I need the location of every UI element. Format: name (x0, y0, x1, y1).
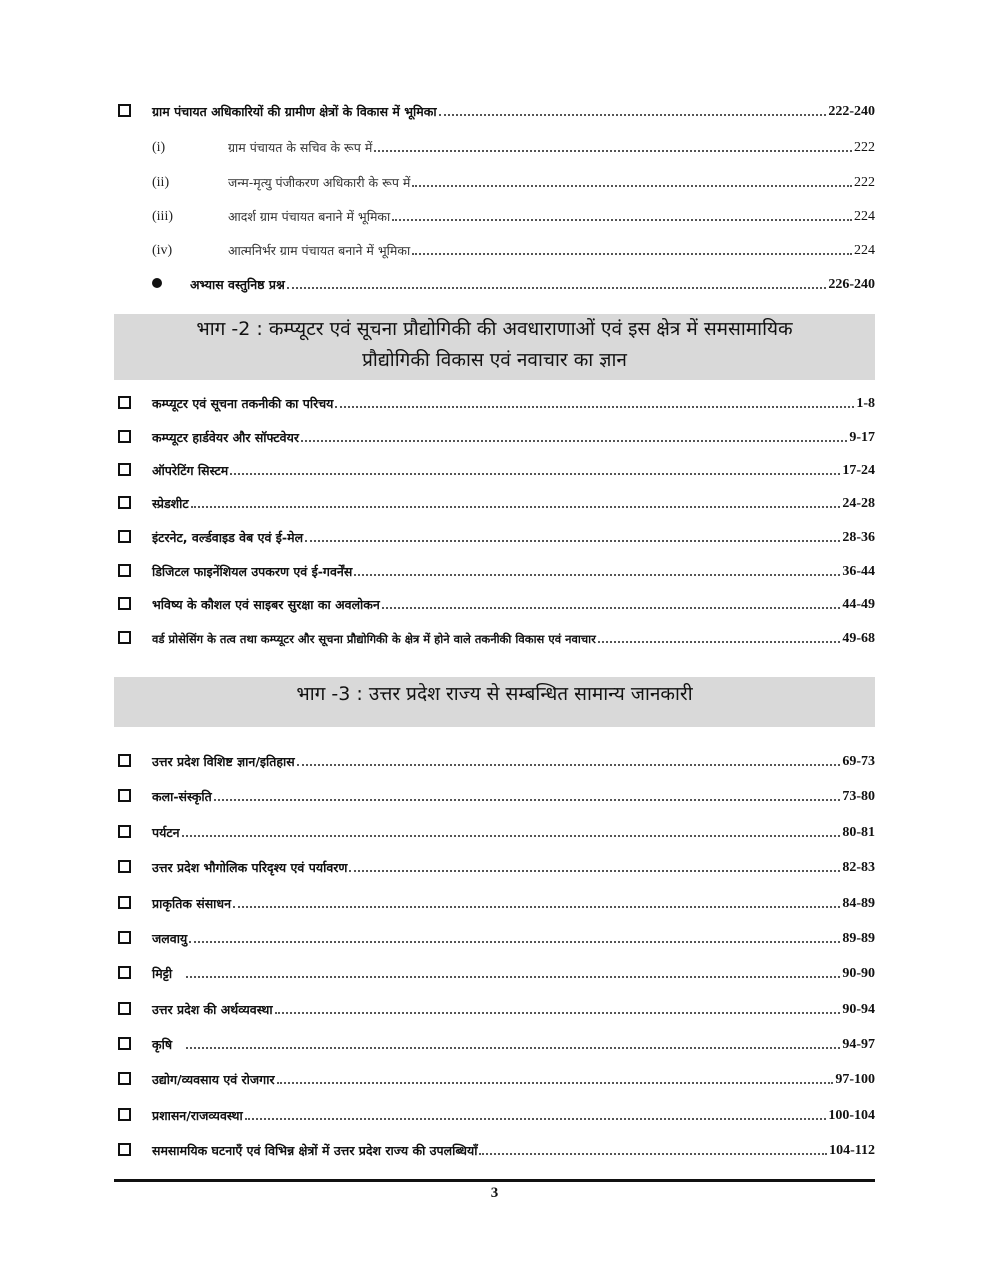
toc-entry-title: कला-संस्कृति (152, 789, 212, 804)
checkbox-icon (118, 789, 131, 802)
toc-entry[interactable] (114, 1064, 875, 1088)
toc-entry-title: आत्मनिर्भर ग्राम पंचायत बनाने में भूमिका (228, 243, 411, 258)
toc-entry-pages: 94-97 (842, 1037, 875, 1052)
dot-leader (412, 252, 852, 255)
toc-entry-pages: 222 (854, 140, 875, 155)
dot-leader (277, 1081, 834, 1084)
checkbox-icon (118, 597, 131, 610)
toc-subentry[interactable] (114, 132, 875, 156)
part-3-heading-text: भाग -3 : उत्तर प्रदेश राज्य से सम्बन्धित सामान्य जानकारी (296, 683, 693, 705)
toc-entry-title: ग्राम पंचायत के सचिव के रूप में (228, 140, 373, 155)
toc-entry-pages: 222-240 (828, 104, 875, 119)
toc-entry[interactable] (114, 994, 875, 1018)
toc-entry-pages: 226-240 (828, 277, 875, 292)
toc-entry-pages: 69-73 (842, 754, 875, 769)
toc-entry-pages: 90-90 (842, 966, 875, 981)
dot-leader (186, 1046, 840, 1049)
toc-entry[interactable] (114, 388, 875, 412)
checkbox-icon (118, 931, 131, 944)
toc-entry-title: कम्प्यूटर हार्डवेयर और सॉफ्टवेयर (152, 430, 299, 445)
toc-entry-pages: 97-100 (835, 1072, 875, 1087)
toc-entry[interactable] (114, 1100, 875, 1124)
toc-entry-pages: 224 (854, 209, 875, 224)
toc-entry-pages: 28-36 (842, 530, 875, 545)
toc-entry[interactable] (114, 746, 875, 770)
toc-entry-pages: 80-81 (842, 825, 875, 840)
toc-subentry[interactable] (114, 167, 875, 191)
dot-leader (382, 606, 841, 609)
dot-leader (287, 286, 827, 289)
checkbox-icon (118, 1143, 131, 1156)
toc-entry-pages: 89-89 (842, 931, 875, 946)
dot-leader (245, 1117, 827, 1120)
part-2-heading-line-2: प्रौद्योगिकी विकास एवं नवाचार का ज्ञान (362, 349, 627, 371)
checkbox-icon (118, 1037, 131, 1050)
toc-entry-pages: 1-8 (856, 396, 875, 411)
toc-entry[interactable] (114, 817, 875, 841)
toc-entry[interactable] (114, 488, 875, 512)
toc-entry-pages: 73-80 (842, 789, 875, 804)
part-2-heading (114, 314, 875, 380)
checkbox-icon (118, 530, 131, 543)
toc-entry[interactable] (114, 958, 875, 982)
checkbox-icon (118, 430, 131, 443)
checkbox-icon (118, 1072, 131, 1085)
dot-leader (275, 1011, 841, 1014)
toc-entry-title: अभ्यास वस्तुनिष्ठ प्रश्न (190, 277, 285, 292)
toc-entry-title: उत्तर प्रदेश भौगोलिक परिदृश्य एवं पर्यावरण (152, 860, 348, 875)
toc-entry-pages: 36-44 (842, 564, 875, 579)
toc-entry[interactable] (114, 923, 875, 947)
dot-leader (191, 505, 841, 508)
toc-entry-title: वर्ड प्रोसेसिंग के तत्व तथा कम्प्यूटर और सूचना प्रौद्योगिकी के क्षेत्र में होने वाले तकनीकी विकास एवं नवाचार (152, 632, 596, 646)
part-2-heading-line-1: भाग -2 : कम्प्यूटर एवं सूचना प्रौद्योगिकी की अवधाराणाओं एवं इस क्षेत्र में समसामायिक (196, 318, 793, 340)
dot-leader (297, 763, 841, 766)
toc-entry[interactable] (114, 522, 875, 546)
toc-entry-pages: 100-104 (828, 1108, 875, 1123)
toc-entry-pages: 17-24 (842, 463, 875, 478)
subentry-label: (iv) (152, 243, 173, 258)
checkbox-icon (118, 463, 131, 476)
dot-leader (189, 940, 840, 943)
toc-entry-title: प्रशासन/राजव्यवस्था (152, 1108, 243, 1123)
toc-entry[interactable] (114, 781, 875, 805)
toc-subentry[interactable] (114, 201, 875, 225)
toc-entry[interactable] (114, 455, 875, 479)
dot-leader (354, 573, 840, 576)
toc-entry-title: आदर्श ग्राम पंचायत बनाने में भूमिका (228, 209, 391, 224)
dot-leader (335, 405, 854, 408)
dot-leader (233, 905, 840, 908)
dot-leader (598, 640, 840, 643)
toc-entry[interactable] (114, 888, 875, 912)
checkbox-icon (118, 860, 131, 873)
toc-entry[interactable] (114, 1029, 875, 1053)
toc-entry[interactable] (114, 269, 875, 293)
dot-leader (412, 184, 852, 187)
toc-entry-title: ग्राम पंचायत अधिकारियों की ग्रामीण क्षेत्रों के विकास में भूमिका (152, 104, 437, 119)
dot-leader (349, 869, 840, 872)
checkbox-icon (118, 104, 131, 117)
toc-subentry[interactable] (114, 235, 875, 259)
toc-entry-title: कृषि (152, 1037, 173, 1052)
toc-entry-title: डिजिटल फाइनेंशियल उपकरण एवं ई-गवर्नेंस (152, 564, 353, 579)
toc-entry-pages: 82-83 (842, 860, 875, 875)
toc-entry-pages: 44-49 (842, 597, 875, 612)
toc-entry[interactable] (114, 1135, 875, 1159)
checkbox-icon (118, 564, 131, 577)
toc-entry-title: जन्म-मृत्यु पंजीकरण अधिकारी के रूप में (228, 175, 411, 190)
toc-entry[interactable] (114, 852, 875, 876)
checkbox-icon (118, 825, 131, 838)
page-number: 3 (490, 1185, 499, 1201)
toc-entry[interactable] (114, 422, 875, 446)
toc-entry-title: ऑपरेटिंग सिस्टम (152, 463, 229, 478)
dot-leader (479, 1152, 827, 1155)
toc-entry-title: इंटरनेट, वर्ल्डवाइड वेब एवं ई-मेल (152, 530, 304, 545)
toc-entry-title: उद्योग/व्यवसाय एवं रोजगार (152, 1072, 275, 1087)
toc-entry[interactable] (114, 556, 875, 580)
checkbox-icon (118, 496, 131, 509)
bullet-icon (152, 278, 162, 288)
dot-leader (301, 439, 847, 442)
toc-entry-title: कम्प्यूटर एवं सूचना तकनीकी का परिचय (152, 396, 334, 411)
toc-entry-pages: 222 (854, 175, 875, 190)
checkbox-icon (118, 631, 131, 644)
dot-leader (230, 472, 840, 475)
toc-entry-pages: 84-89 (842, 896, 875, 911)
footer-rule (114, 1179, 875, 1182)
subentry-label: (iii) (152, 209, 173, 224)
dot-leader (214, 798, 841, 801)
checkbox-icon (118, 1002, 131, 1015)
toc-entry-title: समसामयिक घटनाएँ एवं विभिन्न क्षेत्रों में उत्तर प्रदेश राज्य की उपलब्धियाँ (152, 1143, 478, 1158)
subentry-label: (i) (152, 140, 166, 155)
toc-entry-pages: 90-94 (842, 1002, 875, 1017)
toc-entry-title: मिट्टी (152, 966, 173, 981)
toc-entry[interactable] (114, 96, 875, 120)
checkbox-icon (118, 754, 131, 767)
part-3-heading (114, 677, 875, 727)
toc-entry[interactable] (114, 589, 875, 613)
dot-leader (392, 218, 852, 221)
checkbox-icon (118, 1108, 131, 1121)
toc-entry-title: पर्यटन (152, 825, 180, 840)
checkbox-icon (118, 396, 131, 409)
dot-leader (182, 834, 841, 837)
toc-entry-pages: 24-28 (842, 496, 875, 511)
dot-leader (374, 149, 852, 152)
dot-leader (439, 113, 827, 116)
dot-leader (186, 975, 840, 978)
checkbox-icon (118, 966, 131, 979)
dot-leader (305, 539, 840, 542)
checkbox-icon (118, 896, 131, 909)
toc-entry-title: उत्तर प्रदेश विशिष्ट ज्ञान/इतिहास (152, 754, 295, 769)
toc-entry[interactable] (114, 623, 875, 647)
toc-entry-pages: 49-68 (842, 631, 875, 646)
subentry-label: (ii) (152, 175, 170, 190)
toc-entry-title: उत्तर प्रदेश की अर्थव्यवस्था (152, 1002, 273, 1017)
toc-entry-title: प्राकृतिक संसाधन (152, 896, 232, 911)
toc-entry-pages: 224 (854, 243, 875, 258)
toc-entry-title: भविष्य के कौशल एवं साइबर सुरक्षा का अवलोकन (152, 597, 380, 612)
toc-entry-pages: 104-112 (829, 1143, 875, 1158)
toc-entry-pages: 9-17 (849, 430, 875, 445)
toc-entry-title: जलवायु (152, 931, 188, 946)
toc-entry-title: स्प्रेडशीट (152, 496, 189, 511)
